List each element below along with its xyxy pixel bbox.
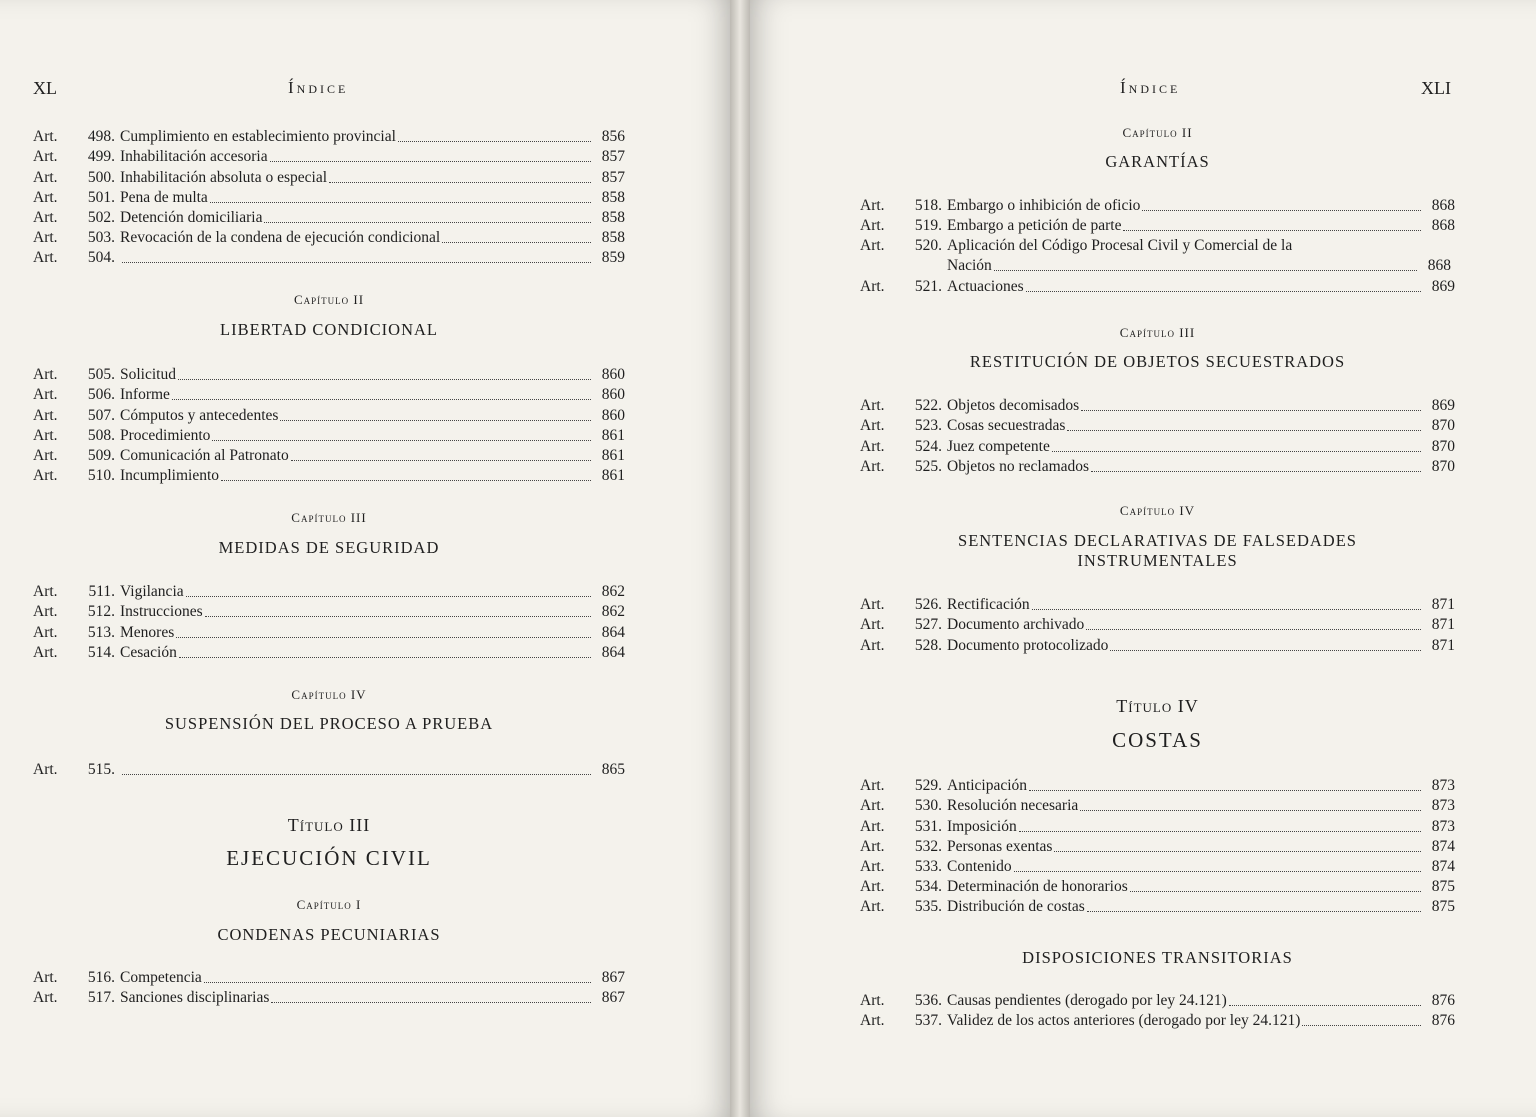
dot-leader — [172, 399, 591, 400]
entry-art: Art. — [33, 969, 58, 987]
entry-page: 870 — [1431, 457, 1455, 475]
entry-number: 512. — [87, 603, 115, 621]
entry-page: 873 — [1431, 797, 1455, 815]
entry-number: 530. — [914, 797, 942, 815]
entry-number: 511. — [88, 583, 115, 601]
entry-page: 873 — [1431, 777, 1455, 795]
entry-title: Rectificación — [947, 596, 1030, 614]
title-heading: COSTAS — [1112, 728, 1203, 752]
entry-title: Inhabilitación absoluta o especial — [120, 168, 328, 186]
entry-number: 515. — [87, 761, 115, 779]
entry-title: Aplicación del Código Procesal Civil y Comercial de la — [947, 237, 1293, 255]
title-heading: EJECUCIÓN CIVIL — [226, 846, 432, 870]
entry-number: 514. — [87, 643, 115, 661]
entry-title: Cómputos y antecedentes — [120, 406, 279, 424]
dot-leader — [1091, 471, 1421, 472]
entry-art: Art. — [860, 878, 885, 896]
entry-art: Art. — [33, 188, 58, 206]
dot-leader — [1029, 790, 1421, 791]
chapter-label: Capítulo IV — [1119, 503, 1196, 518]
entry-title: Informe — [120, 386, 170, 404]
dot-leader — [204, 982, 591, 983]
entry-title: Contenido — [947, 857, 1012, 875]
toc-group — [860, 396, 1455, 477]
toc-entry — [860, 837, 1455, 857]
entry-art: Art. — [860, 857, 885, 875]
entry-title: Embargo o inhibición de oficio — [947, 197, 1141, 215]
entry-page: 864 — [601, 643, 625, 661]
dot-leader — [122, 774, 591, 775]
entry-number: 534. — [914, 878, 942, 896]
right-running-head: Índice — [1120, 78, 1181, 97]
toc-entry — [860, 877, 1455, 897]
entry-art: Art. — [860, 237, 885, 255]
title-label: Título III — [287, 815, 371, 835]
entry-page: 874 — [1431, 857, 1455, 875]
entry-page: 858 — [601, 208, 625, 226]
entry-art: Art. — [33, 386, 58, 404]
entry-number: 500. — [87, 168, 115, 186]
entry-title: Menores — [120, 623, 175, 641]
right-page-number: XLI — [1421, 78, 1451, 98]
entry-page: 856 — [601, 128, 625, 146]
toc-entry — [33, 127, 625, 147]
dot-leader — [178, 379, 591, 380]
entry-number: 498. — [87, 128, 115, 146]
dot-leader — [1032, 609, 1421, 610]
entry-page: 876 — [1431, 1012, 1455, 1030]
entry-page: 862 — [601, 583, 625, 601]
dot-leader — [271, 1002, 591, 1003]
entry-title: Personas exentas — [947, 837, 1053, 855]
entry-art: Art. — [860, 217, 885, 235]
entry-number: 529. — [914, 777, 942, 795]
entry-title: Cosas secuestradas — [947, 417, 1066, 435]
entry-title: Competencia — [120, 969, 202, 987]
entry-page: 867 — [601, 989, 625, 1007]
entry-art: Art. — [33, 446, 58, 464]
entry-page: 860 — [601, 406, 625, 424]
dot-leader — [280, 420, 591, 421]
dot-leader — [1052, 451, 1421, 452]
title-label: Título IV — [1116, 696, 1199, 716]
chapter-heading: GARANTÍAS — [1105, 152, 1210, 171]
entry-title: Revocación de la condena de ejecución condicional — [120, 229, 441, 247]
dot-leader — [994, 270, 1417, 271]
toc-entry — [860, 236, 1455, 276]
entry-title: Embargo a petición de parte — [947, 217, 1122, 235]
dot-leader — [1067, 430, 1421, 431]
entry-title: Anticipación — [947, 777, 1028, 795]
dot-leader — [221, 480, 591, 481]
chapter-label: Capítulo III — [291, 510, 367, 525]
entry-art: Art. — [860, 898, 885, 916]
dot-leader — [1123, 230, 1421, 231]
entry-title: Comunicación al Patronato — [120, 446, 289, 464]
left-running-head: Índice — [288, 78, 349, 97]
chapter-label: Capítulo IV — [291, 687, 367, 702]
dot-leader — [329, 182, 591, 183]
toc-group — [860, 196, 1455, 297]
entry-title: Detención domiciliaria — [120, 208, 263, 226]
toc-entry — [860, 196, 1455, 216]
entry-page: 859 — [601, 249, 625, 267]
entry-art: Art. — [860, 437, 885, 455]
toc-entry — [33, 988, 625, 1008]
entry-number: 509. — [87, 446, 115, 464]
dot-leader — [1229, 1005, 1421, 1006]
entry-art: Art. — [860, 817, 885, 835]
entry-page: 870 — [1431, 417, 1455, 435]
entry-art: Art. — [860, 797, 885, 815]
dot-leader — [270, 161, 591, 162]
entry-art: Art. — [33, 406, 58, 424]
entry-page: 867 — [601, 969, 625, 987]
entry-title: Causas pendientes (derogado por ley 24.121) — [947, 992, 1227, 1010]
toc-entry — [860, 595, 1455, 615]
toc-entry — [33, 167, 625, 187]
toc-entry — [33, 405, 625, 425]
section-heading: DISPOSICIONES TRANSITORIAS — [1022, 948, 1293, 967]
entry-art: Art. — [33, 128, 58, 146]
toc-group — [33, 760, 625, 780]
entry-number: 507. — [87, 406, 115, 424]
entry-art: Art. — [860, 417, 885, 435]
entry-page: 865 — [601, 761, 625, 779]
entry-art: Art. — [33, 467, 58, 485]
toc-entry — [860, 991, 1455, 1011]
toc-group — [33, 968, 625, 1008]
toc-entry — [860, 635, 1455, 655]
dot-leader — [264, 222, 591, 223]
dot-leader — [1019, 831, 1421, 832]
entry-page: 861 — [601, 426, 625, 444]
entry-title: Determinación de honorarios — [947, 878, 1128, 896]
toc-entry — [33, 582, 625, 602]
dot-leader — [186, 596, 591, 597]
entry-number: 513. — [87, 623, 115, 641]
entry-page: 869 — [1431, 277, 1455, 295]
chapter-heading: RESTITUCIÓN DE OBJETOS SECUESTRADOS — [969, 352, 1346, 371]
entry-art: Art. — [860, 837, 885, 855]
chapter-heading-line2: INSTRUMENTALES — [1077, 551, 1238, 570]
entry-title: Inhabilitación accesoria — [120, 148, 268, 166]
entry-title-wrap — [947, 236, 1455, 276]
entry-page: 857 — [601, 168, 625, 186]
entry-number: 532. — [914, 837, 942, 855]
entry-page: 875 — [1431, 898, 1455, 916]
chapter-label: Capítulo III — [1119, 325, 1196, 340]
entry-number: 527. — [914, 616, 942, 634]
toc-entry — [33, 208, 625, 228]
entry-art: Art. — [33, 989, 58, 1007]
entry-number: 501. — [87, 188, 115, 206]
book-gutter — [730, 0, 750, 1117]
entry-title-continued: Nación — [947, 257, 992, 275]
dot-leader — [1054, 851, 1421, 852]
entry-title: Sanciones disciplinarias — [120, 989, 270, 1007]
entry-number: 524. — [914, 437, 942, 455]
toc-entry — [860, 457, 1455, 477]
entry-title: Pena de multa — [120, 188, 208, 206]
entry-page: 876 — [1431, 992, 1455, 1010]
dot-leader — [1142, 210, 1421, 211]
entry-title: Objetos decomisados — [947, 397, 1080, 415]
entry-page: 869 — [1431, 397, 1455, 415]
entry-art: Art. — [860, 616, 885, 634]
entry-number: 521. — [914, 277, 942, 295]
toc-entry — [860, 796, 1455, 816]
entry-title: Solicitud — [120, 366, 176, 384]
toc-entry — [33, 385, 625, 405]
entry-title: Actuaciones — [947, 277, 1024, 295]
entry-art: Art. — [33, 643, 58, 661]
entry-page: 861 — [601, 467, 625, 485]
entry-number: 531. — [914, 817, 942, 835]
toc-entry — [33, 365, 625, 385]
entry-page: 870 — [1431, 437, 1455, 455]
chapter-heading: CONDENAS PECUNIARIAS — [217, 925, 441, 944]
entry-number: 502. — [87, 208, 115, 226]
dot-leader — [1302, 1025, 1421, 1026]
toc-entry — [33, 466, 625, 486]
toc-entry — [860, 615, 1455, 635]
entry-number: 522. — [914, 397, 942, 415]
entry-page: 868 — [1431, 197, 1455, 215]
entry-title: Vigilancia — [120, 583, 184, 601]
dot-leader — [179, 657, 591, 658]
entry-title: Cesación — [120, 643, 177, 661]
dot-leader — [1087, 911, 1421, 912]
chapter-heading: LIBERTAD CONDICIONAL — [220, 320, 438, 339]
entry-page: 874 — [1431, 837, 1455, 855]
toc-entry — [33, 147, 625, 167]
entry-page: 871 — [1431, 596, 1455, 614]
entry-title: Incumplimiento — [120, 467, 220, 485]
entry-art: Art. — [33, 761, 58, 779]
entry-title: Objetos no reclamados — [947, 457, 1090, 475]
entry-title: Instrucciones — [120, 603, 203, 621]
entry-number: 517. — [87, 989, 115, 1007]
entry-page: 864 — [601, 623, 625, 641]
chapter-label: Capítulo II — [293, 292, 365, 307]
toc-entry — [860, 436, 1455, 456]
chapter-heading: SUSPENSIÓN DEL PROCESO A PRUEBA — [164, 714, 494, 733]
entry-art: Art. — [33, 229, 58, 247]
entry-number: 504. — [87, 249, 115, 267]
entry-number: 516. — [87, 969, 115, 987]
entry-number: 536. — [914, 992, 942, 1010]
entry-title-line2 — [947, 256, 1451, 276]
entry-page: 871 — [1431, 636, 1455, 654]
toc-entry — [860, 1011, 1455, 1031]
entry-number: 523. — [914, 417, 942, 435]
entry-title: Documento protocolizado — [947, 636, 1109, 654]
toc-group — [860, 595, 1455, 656]
toc-entry — [860, 897, 1455, 917]
toc-group — [860, 991, 1455, 1031]
entry-title: Juez competente — [947, 437, 1050, 455]
toc-entry — [33, 446, 625, 466]
entry-number: 525. — [914, 457, 942, 475]
entry-art: Art. — [860, 636, 885, 654]
entry-page: 860 — [601, 366, 625, 384]
entry-number: 519. — [914, 217, 942, 235]
toc-entry — [33, 248, 625, 268]
entry-number: 506. — [87, 386, 115, 404]
toc-group — [33, 127, 625, 268]
chapter-heading: MEDIDAS DE SEGURIDAD — [218, 538, 440, 557]
entry-number: 505. — [87, 366, 115, 384]
toc-entry — [33, 188, 625, 208]
entry-number: 537. — [914, 1012, 942, 1030]
entry-title: Procedimiento — [120, 426, 211, 444]
dot-leader — [1110, 650, 1421, 651]
entry-number: 520. — [914, 237, 942, 255]
dot-leader — [1026, 291, 1421, 292]
toc-entry — [860, 276, 1455, 296]
entry-title: Documento archivado — [947, 616, 1085, 634]
toc-entry — [860, 216, 1455, 236]
entry-art: Art. — [33, 603, 58, 621]
toc-group — [860, 776, 1455, 917]
left-page-number: XL — [33, 78, 57, 98]
toc-entry — [33, 643, 625, 663]
toc-entry — [860, 816, 1455, 836]
entry-page: 857 — [601, 148, 625, 166]
chapter-label: Capítulo II — [1122, 125, 1193, 140]
dot-leader — [1130, 891, 1421, 892]
entry-art: Art. — [860, 596, 885, 614]
entry-page: 868 — [1427, 257, 1451, 275]
entry-title: Validez de los actos anteriores (derogado por ley 24.121) — [947, 1012, 1301, 1030]
dot-leader — [291, 460, 591, 461]
toc-entry — [860, 416, 1455, 436]
chapter-heading: SENTENCIAS DECLARATIVAS DE FALSEDADES — [958, 531, 1357, 550]
dot-leader — [210, 202, 591, 203]
entry-title: Distribución de costas — [947, 898, 1085, 916]
toc-entry — [33, 228, 625, 248]
entry-art: Art. — [33, 583, 58, 601]
toc-entry — [33, 622, 625, 642]
dot-leader — [1086, 629, 1421, 630]
dot-leader — [398, 141, 591, 142]
entry-art: Art. — [860, 457, 885, 475]
entry-art: Art. — [33, 168, 58, 186]
dot-leader — [1014, 871, 1421, 872]
dot-leader — [442, 242, 591, 243]
entry-title: Imposición — [947, 817, 1017, 835]
toc-group — [33, 365, 625, 486]
entry-art: Art. — [860, 777, 885, 795]
toc-entry — [33, 968, 625, 988]
entry-title: Cumplimiento en establecimiento provincial — [120, 128, 396, 146]
entry-number: 528. — [914, 636, 942, 654]
toc-entry — [860, 396, 1455, 416]
toc-group — [33, 582, 625, 663]
dot-leader — [205, 616, 591, 617]
entry-number: 499. — [87, 148, 115, 166]
entry-art: Art. — [860, 992, 885, 1010]
entry-art: Art. — [33, 208, 58, 226]
entry-page: 860 — [601, 386, 625, 404]
toc-entry — [860, 776, 1455, 796]
entry-art: Art. — [860, 197, 885, 215]
entry-page: 858 — [601, 188, 625, 206]
entry-page: 873 — [1431, 817, 1455, 835]
entry-number: 533. — [914, 857, 942, 875]
entry-number: 535. — [914, 898, 942, 916]
entry-art: Art. — [33, 366, 58, 384]
entry-art: Art. — [860, 277, 885, 295]
dot-leader — [1080, 810, 1421, 811]
entry-art: Art. — [860, 397, 885, 415]
entry-number: 503. — [87, 229, 115, 247]
entry-art: Art. — [33, 623, 58, 641]
dot-leader — [1081, 410, 1421, 411]
toc-entry — [33, 760, 625, 780]
dot-leader — [212, 440, 591, 441]
entry-number: 510. — [87, 467, 115, 485]
entry-page: 875 — [1431, 878, 1455, 896]
entry-page: 871 — [1431, 616, 1455, 634]
entry-page: 862 — [601, 603, 625, 621]
entry-art: Art. — [860, 1012, 885, 1030]
entry-art: Art. — [33, 426, 58, 444]
entry-number: 526. — [914, 596, 942, 614]
entry-number: 508. — [87, 426, 115, 444]
entry-title: Resolución necesaria — [947, 797, 1079, 815]
entry-art: Art. — [33, 148, 58, 166]
toc-entry — [33, 602, 625, 622]
chapter-label: Capítulo I — [296, 897, 362, 912]
entry-page: 868 — [1431, 217, 1455, 235]
entry-number: 518. — [914, 197, 942, 215]
toc-entry — [860, 857, 1455, 877]
entry-page: 858 — [601, 229, 625, 247]
dot-leader — [176, 637, 591, 638]
entry-page: 861 — [601, 446, 625, 464]
toc-entry — [33, 426, 625, 446]
dot-leader — [122, 262, 591, 263]
entry-art: Art. — [33, 249, 58, 267]
